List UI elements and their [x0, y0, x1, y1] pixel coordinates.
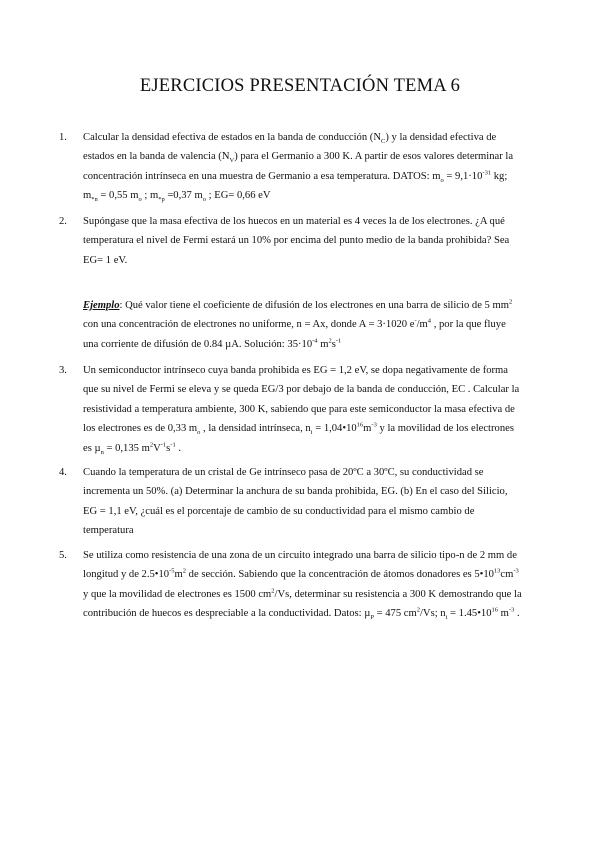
- page-title: EJERCICIOS PRESENTACIÓN TEMA 6: [139, 76, 461, 96]
- text-run: ; m: [141, 190, 159, 202]
- superscript: -5: [169, 567, 175, 575]
- text-run: = 9,1·10: [443, 170, 483, 182]
- text-run: = 0,55 m: [97, 190, 139, 202]
- superscript: 4: [427, 317, 432, 325]
- superscript: -3: [371, 421, 377, 429]
- example: [83, 296, 523, 354]
- text-run: Calcular la densidad efectiva de estados en la banda de conducción (N: [83, 132, 381, 143]
- text-run: /m: [416, 319, 428, 331]
- superscript: -1: [170, 441, 176, 449]
- subscript: o: [440, 176, 444, 184]
- exercise-text: Cuando la temperatura de un cristal de Ge intrínseco pasa de 20ºC a 30ºC, su conductividad se incrementa un 50%. (a) Determinar la anchura de su banda prohibida, EG. (b) En el caso del Silicio, EG = 1,1 eV, ¿cuál es el porcentaje de cambio de su conductividad para el mismo cambio de temperatura: [83, 467, 508, 537]
- text-run: = 1.45•10: [447, 608, 492, 620]
- superscript: 13: [493, 567, 501, 575]
- text-run: m: [363, 423, 372, 435]
- subscript: C: [380, 138, 386, 146]
- text-run: .: [175, 442, 181, 454]
- superscript: 2: [328, 337, 332, 345]
- exercise-number: 3.: [59, 365, 67, 376]
- text-run: , la densidad intrínseca, n: [200, 423, 311, 435]
- text-run: s: [166, 442, 171, 454]
- superscript: 16: [491, 606, 499, 614]
- superscript: 16: [356, 421, 364, 429]
- text-run: m: [317, 338, 329, 350]
- superscript: -31: [482, 169, 492, 177]
- subscript: o: [197, 429, 201, 437]
- exercise-4: [59, 463, 523, 541]
- subscript: V: [229, 157, 235, 165]
- example-text: [83, 296, 523, 354]
- exercise-text: [83, 361, 523, 458]
- text-run: ; EG= 0,66 eV: [206, 190, 271, 202]
- superscript: -1: [160, 441, 167, 449]
- superscript: -4: [312, 337, 318, 345]
- superscript: 2: [271, 587, 275, 595]
- text-run: V: [153, 442, 161, 454]
- superscript: 2: [182, 567, 187, 575]
- text-run: = 1,04•10: [312, 423, 357, 435]
- superscript: -1: [335, 337, 342, 345]
- exercise-text: [83, 128, 523, 206]
- text-run: y la movilidad de los electrones es µ: [83, 423, 514, 454]
- exercise-text: Supóngase que la masa efectiva de los huecos en un material es 4 veces la de los electrones. ¿A qué temperatura el nivel de Fermi estará un 10% por encima del punto medio de la banda prohibida? Sea EG= 1 eV.: [83, 216, 510, 266]
- text-run: , por la que fluye una corriente de difusión de 0.84 µA. Solución: 35·10: [83, 319, 506, 350]
- subscript: i: [310, 429, 313, 437]
- text-run: cm: [500, 569, 514, 581]
- exercise-2: [59, 212, 523, 270]
- subscript: o: [202, 196, 206, 204]
- superscript: -3: [513, 567, 519, 575]
- exercise-number: 1.: [59, 132, 67, 143]
- subscript: n: [100, 448, 104, 456]
- text-run: kg; m: [83, 170, 508, 202]
- exercise-5: [59, 546, 523, 624]
- subscript: o: [138, 196, 142, 204]
- exercise-number: 5.: [59, 550, 67, 561]
- exercise-number: 2.: [59, 216, 67, 227]
- text-run: y que la movilidad de electrones es 1500 cm: [83, 588, 272, 600]
- example-label: Ejemplo: [83, 300, 120, 311]
- exercise-text: [83, 546, 523, 624]
- superscript: -3: [508, 606, 515, 614]
- text-run: : Qué valor tiene el coeficiente de difusión de los electrones en una barra de silicio de 5 mm: [119, 300, 509, 311]
- text-run: Un semiconductor intrínseco cuya banda prohibida es EG = 1,2 eV, se dopa negativamente de forma que su nivel de Fermi se eleva y se queda EG/3 por debajo de la banda de conducción, EC . Calcular la resistividad a temperatura ambiente, 300 K, sabiendo que para este semiconductor la masa efectiva de los electrones es de 0,33 m: [83, 365, 520, 435]
- subscript: *p: [158, 196, 165, 204]
- text-run: ) y la densidad efectiva de estados en la banda de valencia (N: [83, 132, 497, 163]
- subscript: i: [445, 614, 448, 622]
- text-run: /Vs, determinar su resistencia a 300 K demostrando que la contribución de huecos es despreciable a la conductividad. Datos: µ: [83, 588, 522, 620]
- exercise-number: 4.: [59, 467, 67, 478]
- superscript: 2: [149, 441, 154, 449]
- subscript: *n: [91, 196, 98, 204]
- text-run: = 475 cm: [373, 608, 417, 620]
- text-run: s: [331, 338, 336, 350]
- superscript: 2: [508, 298, 513, 306]
- text-run: m: [174, 569, 183, 581]
- text-run: con una concentración de electrones no uniforme, n = Ax, donde A = 3·1020 e: [83, 319, 415, 331]
- superscript: 2: [416, 606, 420, 614]
- text-run: =0,37 m: [164, 190, 203, 202]
- text-run: .: [514, 608, 520, 620]
- text-run: = 0,135 m: [103, 442, 150, 454]
- exercise-1: [59, 128, 523, 206]
- superscript: -: [414, 317, 417, 325]
- text-run: Se utiliza como resistencia de una zona de un circuito integrado una barra de silicio tipo-n de 2 mm de longitud y de 2.5•10: [83, 550, 517, 581]
- text-run: de sección. Sabiendo que la concentración de átomos donadores es 5•10: [186, 569, 494, 581]
- text-run: m: [498, 608, 509, 620]
- text-run: ) para el Germanio a 300 K. A partir de esos valores determinar la concentración intrínseca en una muestra de Germanio a esa temperatura. DATOS: m: [83, 151, 514, 182]
- subscript: P: [370, 614, 374, 622]
- text-run: /Vs; n: [419, 608, 446, 620]
- exercise-3: [59, 361, 523, 458]
